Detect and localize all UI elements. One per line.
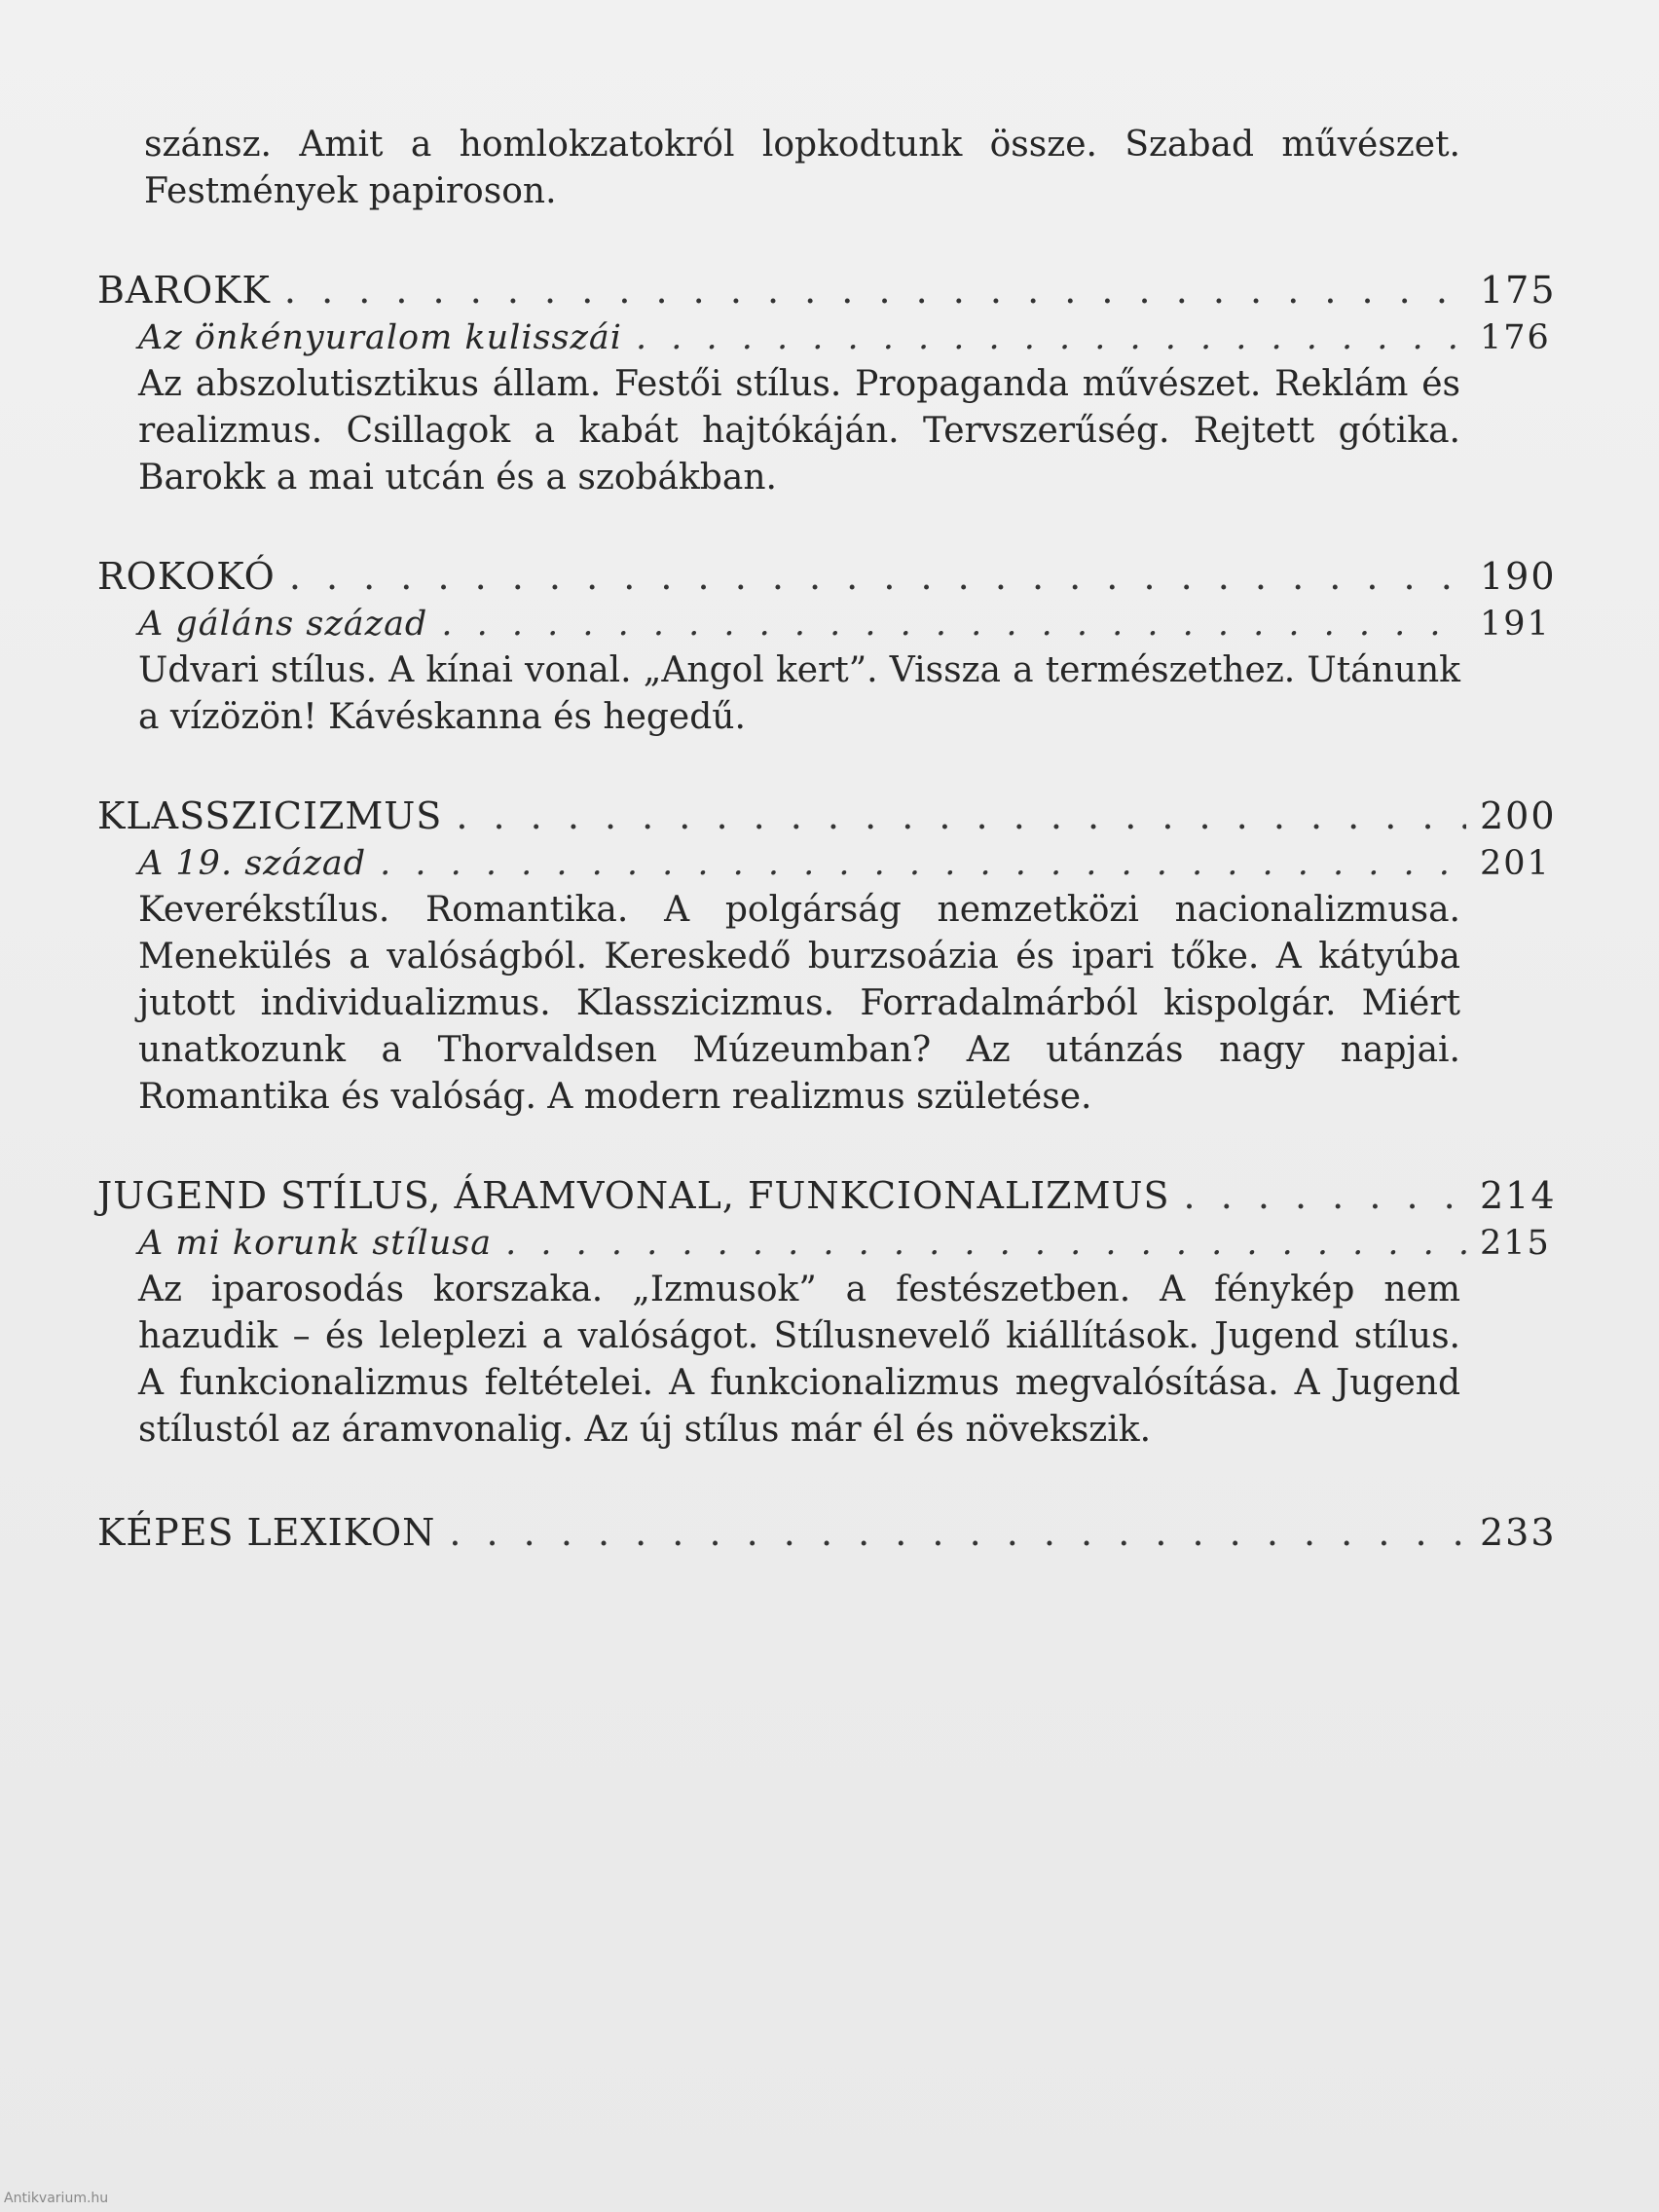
dot-leader bbox=[441, 601, 1466, 647]
toc-section-klasszicizmus bbox=[97, 792, 1557, 1121]
entry-title: KLASSZICIZMUS bbox=[97, 794, 443, 837]
toc-section-lexikon bbox=[97, 1508, 1557, 1557]
entry-title: BAROKK bbox=[97, 269, 271, 312]
watermark: Antikvarium.hu bbox=[4, 2191, 109, 2206]
entry-title: KÉPES LEXIKON bbox=[97, 1511, 436, 1554]
dot-leader bbox=[505, 1220, 1466, 1267]
toc-section-barokk bbox=[97, 266, 1557, 501]
subentry-page: 215 bbox=[1480, 1224, 1551, 1263]
dot-leader bbox=[449, 1508, 1466, 1557]
toc-subentry bbox=[97, 314, 1551, 361]
dot-leader bbox=[456, 792, 1466, 840]
section-description: Keverékstílus. Romantika. A polgárság nemzetközi nacionalizmusa. Menekülés a valóságból. Kereskedő burzsoázia és ipari tőke. A kátyúba jutott individualizmus. Klasszicizmus. Forradalmárból kispolgár. Miért unatkozunk a Thorvaldsen Múzeumban? Az utánzás nagy napjai. Romantika és valóság. A modern realizmus születése. bbox=[138, 890, 1460, 1117]
section-description: Az abszolutisztikus állam. Festői stílus. Propaganda művészet. Reklám és realizmus. Csillagok a kabát hajtókáján. Tervszerűség. Rejtett gótika. Barokk a mai utcán és a szobákban. bbox=[138, 364, 1460, 498]
subentry-page: 201 bbox=[1480, 844, 1551, 883]
subentry-title: A 19. század bbox=[138, 844, 367, 883]
toc-subentry bbox=[97, 1220, 1551, 1267]
section-description: Udvari stílus. A kínai vonal. „Angol kert”. Vissza a természethez. Utánunk a vízözön! Kávéskanna és hegedű. bbox=[138, 650, 1460, 737]
subentry-title: A gáláns század bbox=[138, 605, 428, 644]
subentry-page: 176 bbox=[1480, 318, 1551, 357]
toc-section-jugend bbox=[97, 1171, 1557, 1454]
entry-title: JUGEND STÍLUS, ÁRAMVONAL, FUNKCIONALIZMUS bbox=[97, 1174, 1170, 1217]
toc-subentry bbox=[97, 840, 1551, 887]
entry-title: ROKOKÓ bbox=[97, 555, 276, 598]
toc-subentry bbox=[97, 601, 1551, 647]
entry-page: 175 bbox=[1480, 269, 1557, 312]
section-description: Az iparosodás korszaka. „Izmusok” a festészetben. A fénykép nem hazudik – és leleplezi a valóságot. Stílusnevelő kiállítások. Jugend stílus. A funkcionalizmus feltételei. A funkcionalizmus megvalósítása. A Jugend stílustól az áramvonalig. Az új stílus már él és növekszik. bbox=[138, 1270, 1460, 1450]
intro-paragraph: szánsz. Amit a homlokzatokról lopkodtunk össze. Szabad művészet. Festmények papiroson. bbox=[144, 125, 1460, 211]
entry-page: 214 bbox=[1480, 1174, 1557, 1217]
toc-section-rokoko bbox=[97, 552, 1557, 741]
entry-page: 190 bbox=[1480, 555, 1557, 598]
dot-leader bbox=[289, 552, 1466, 601]
subentry-title: A mi korunk stílusa bbox=[138, 1224, 493, 1263]
entry-page: 233 bbox=[1480, 1511, 1557, 1554]
subentry-page: 191 bbox=[1480, 605, 1551, 644]
toc-entry bbox=[97, 1508, 1557, 1557]
dot-leader bbox=[636, 314, 1466, 361]
subentry-title: Az önkényuralom kulisszái bbox=[138, 318, 622, 357]
dot-leader bbox=[380, 840, 1466, 887]
dot-leader bbox=[1184, 1171, 1466, 1220]
toc-entry bbox=[97, 266, 1557, 314]
toc-entry bbox=[97, 792, 1557, 840]
entry-page: 200 bbox=[1480, 794, 1557, 837]
toc-entry bbox=[97, 552, 1557, 601]
table-of-contents bbox=[97, 122, 1557, 1557]
toc-entry bbox=[97, 1171, 1557, 1220]
dot-leader bbox=[284, 266, 1466, 314]
